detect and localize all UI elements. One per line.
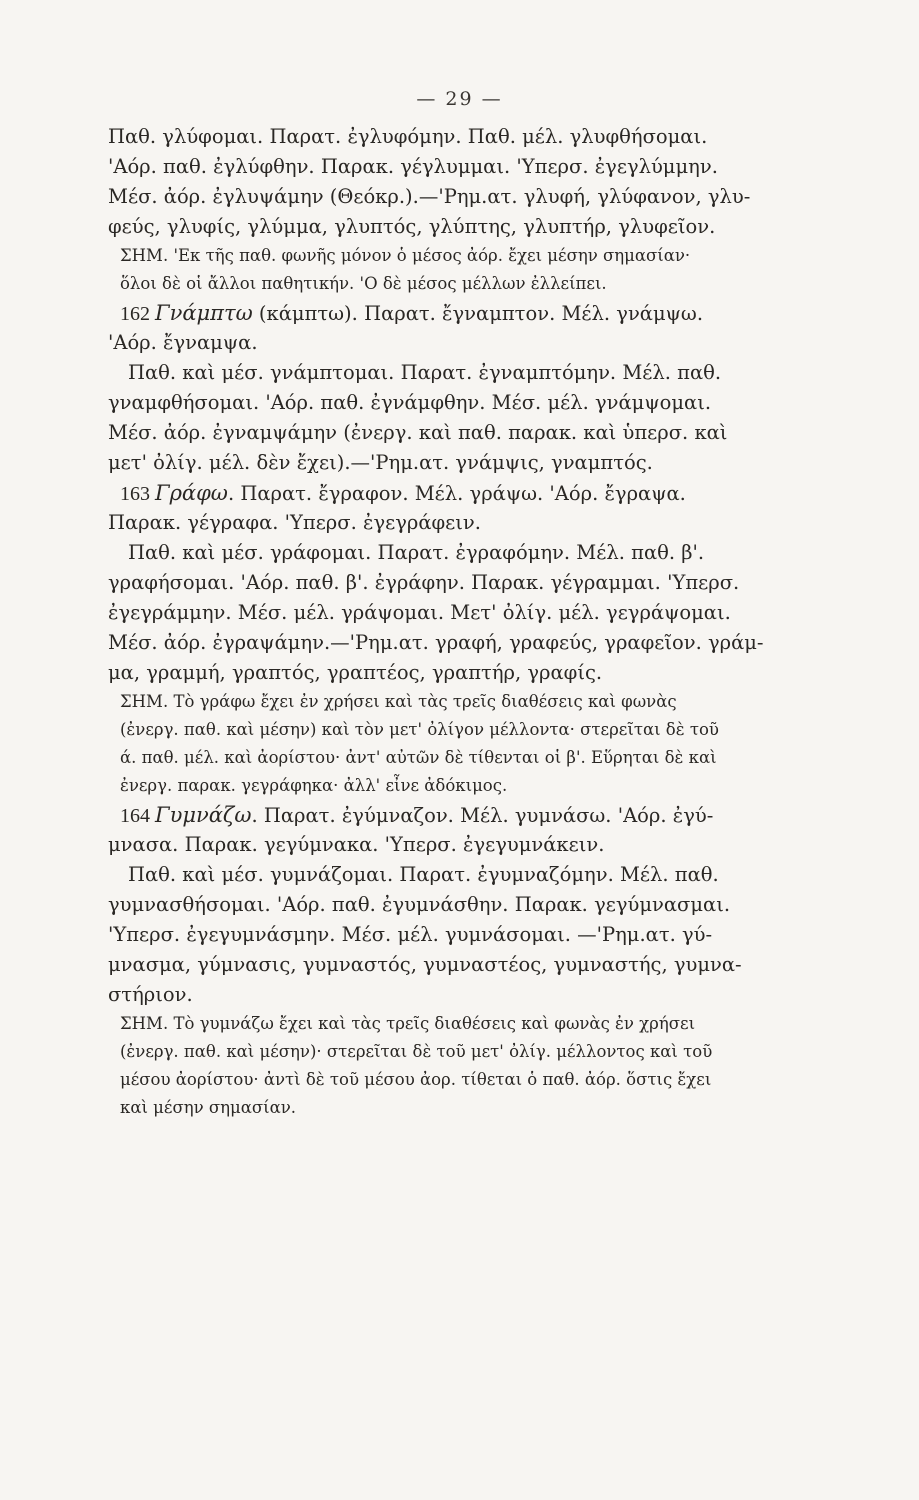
text-line: φεύς, γλυφίς, γλύμμα, γλυπτός, γλύπτης, γλυπτήρ, γλυφεῖον.: [108, 215, 716, 238]
note-line: (ἐνεργ. παθ. καὶ μέσην)· στερεῖται δὲ τοῦ μετ' ὀλίγ. μέλλοντος καὶ τοῦ: [120, 1042, 713, 1061]
text-line: μα, γραμμή, γραπτός, γραπτέος, γραπτήρ, γραφίς.: [108, 661, 603, 684]
text-line: γυμνασθήσομαι. 'Αόρ. παθ. ἐγυμνάσθην. Παρακ. γεγύμνασμαι.: [108, 893, 731, 916]
text-line: μετ' ὀλίγ. μέλ. δὲν ἔχει).—'Ρημ.ατ. γνάμψις, γναμπτός.: [108, 451, 653, 474]
text-line: 'Αόρ. παθ. ἐγλύφθην. Παρακ. γέγλυμμαι. 'Υπερσ. ἐγεγλύμμην.: [108, 155, 718, 178]
text-line: Παθ. γλύφομαι. Παρατ. ἐγλυφόμην. Παθ. μέλ. γλυφθήσομαι.: [108, 125, 708, 148]
entry-163: [108, 478, 788, 800]
entry-lemma: Γνάμπτω: [155, 301, 253, 325]
text-line: Παρακ. γέγραφα. 'Υπερσ. ἐγεγράφειν.: [108, 511, 481, 534]
text-line: Παθ. καὶ μέσ. γράφομαι. Παρατ. ἐγραφόμην. Μέλ. παθ. β'.: [128, 541, 705, 564]
entry-heading: [108, 298, 788, 328]
note-line: (ἐνεργ. παθ. καὶ μέσην) καὶ τὸν μετ' ὀλίγον μέλλοντα· στερεῖται δὲ τοῦ: [120, 720, 719, 739]
entry-heading-text: . Παρατ. ἔγραφον. Μέλ. γράψω. 'Αόρ. ἔγραψα.: [227, 482, 686, 505]
entry-heading-text: . Παρατ. ἐγύμναζον. Μέλ. γυμνάσω. 'Αόρ. ἐγύ-: [251, 804, 714, 827]
text-line: γναμφθήσομαι. 'Αόρ. παθ. ἐγνάμφθην. Μέσ. μέλ. γνάμψομαι.: [108, 391, 712, 414]
text-line: μνασμα, γύμνασις, γυμναστός, γυμναστέος, γυμναστής, γυμνα-: [108, 953, 742, 976]
entry-heading: [108, 800, 788, 830]
entry-lemma: Γυμνάζω: [155, 803, 252, 827]
text-line: στήριον.: [108, 983, 193, 1006]
entry-number: 163: [120, 483, 155, 505]
note-line: ΣΗΜ. 'Εκ τῆς παθ. φωνῆς μόνον ὁ μέσος ἀόρ. ἔχει μέσην σημασίαν·: [120, 246, 691, 265]
entry-lemma: Γράφω: [155, 481, 228, 505]
entry-162: [108, 298, 788, 478]
note-line: ΣΗΜ. Τὸ γράφω ἔχει ἐν χρήσει καὶ τὰς τρεῖς διαθέσεις καὶ φωνὰς: [120, 692, 677, 711]
text-line: Μέσ. ἀόρ. ἐγλυψάμην (Θεόκρ.).—'Ρημ.ατ. γλυφή, γλύφανον, γλυ-: [108, 185, 751, 208]
note-line: ά. παθ. μέλ. καὶ ἀορίστου· ἀντ' αὐτῶν δὲ τίθενται οἱ β'. Εὕρηται δὲ καὶ: [120, 748, 717, 767]
entry-164: [108, 800, 788, 1122]
note-line: ὅλοι δὲ οἱ ἄλλοι παθητικήν. 'Ο δὲ μέσος μέλλων ἐλλείπει.: [120, 274, 607, 293]
note-line: ἐνεργ. παρακ. γεγράφηκα· ἀλλ' εἶνε ἀδόκιμος.: [120, 776, 508, 795]
note-line: καὶ μέσην σημασίαν.: [120, 1098, 297, 1117]
entry-heading: [108, 478, 788, 508]
text-line: ἐγεγράμμην. Μέσ. μέλ. γράψομαι. Μετ' ὀλίγ. μέλ. γεγράψομαι.: [108, 601, 731, 624]
text-line: Παθ. καὶ μέσ. γνάμπτομαι. Παρατ. ἐγναμπτόμην. Μέλ. παθ.: [128, 361, 722, 384]
entry-number: 162: [120, 303, 155, 325]
text-line: 'Αόρ. ἔγναμψα.: [108, 331, 258, 354]
text-line: Παθ. καὶ μέσ. γυμνάζομαι. Παρατ. ἐγυμναζόμην. Μέλ. παθ.: [128, 863, 719, 886]
note-line: μέσου ἀορίστου· ἀντὶ δὲ τοῦ μέσου ἀορ. τίθεται ὁ παθ. ἀόρ. ὅστις ἔχει: [120, 1070, 712, 1089]
text-line: γραφήσομαι. 'Αόρ. παθ. β'. ἐγράφην. Παρακ. γέγραμμαι. 'Υπερσ.: [108, 571, 740, 594]
note-line: ΣΗΜ. Τὸ γυμνάζω ἔχει καὶ τὰς τρεῖς διαθέσεις καὶ φωνὰς ἐν χρήσει: [120, 1014, 696, 1033]
entry-number: 164: [120, 805, 155, 827]
body-text: [108, 122, 788, 1122]
text-line: Μέσ. ἀόρ. ἐγραψάμην.—'Ρημ.ατ. γραφή, γραφεύς, γραφεῖον. γράμ-: [108, 631, 764, 654]
page-number: — 29 —: [416, 88, 503, 110]
entry-heading-text: (κάμπτω). Παρατ. ἔγναμπτον. Μέλ. γνάμψω.: [252, 302, 704, 325]
text-line: μνασα. Παρακ. γεγύμνακα. 'Υπερσ. ἐγεγυμνάκειν.: [108, 833, 605, 856]
entry-top: [108, 122, 788, 298]
text-line: Μέσ. ἀόρ. ἐγναμψάμην (ἐνεργ. καὶ παθ. παρακ. καὶ ὑπερσ. καὶ: [108, 421, 728, 444]
text-line: 'Υπερσ. ἐγεγυμνάσμην. Μέσ. μέλ. γυμνάσομαι. —'Ρημ.ατ. γύ-: [108, 923, 713, 946]
